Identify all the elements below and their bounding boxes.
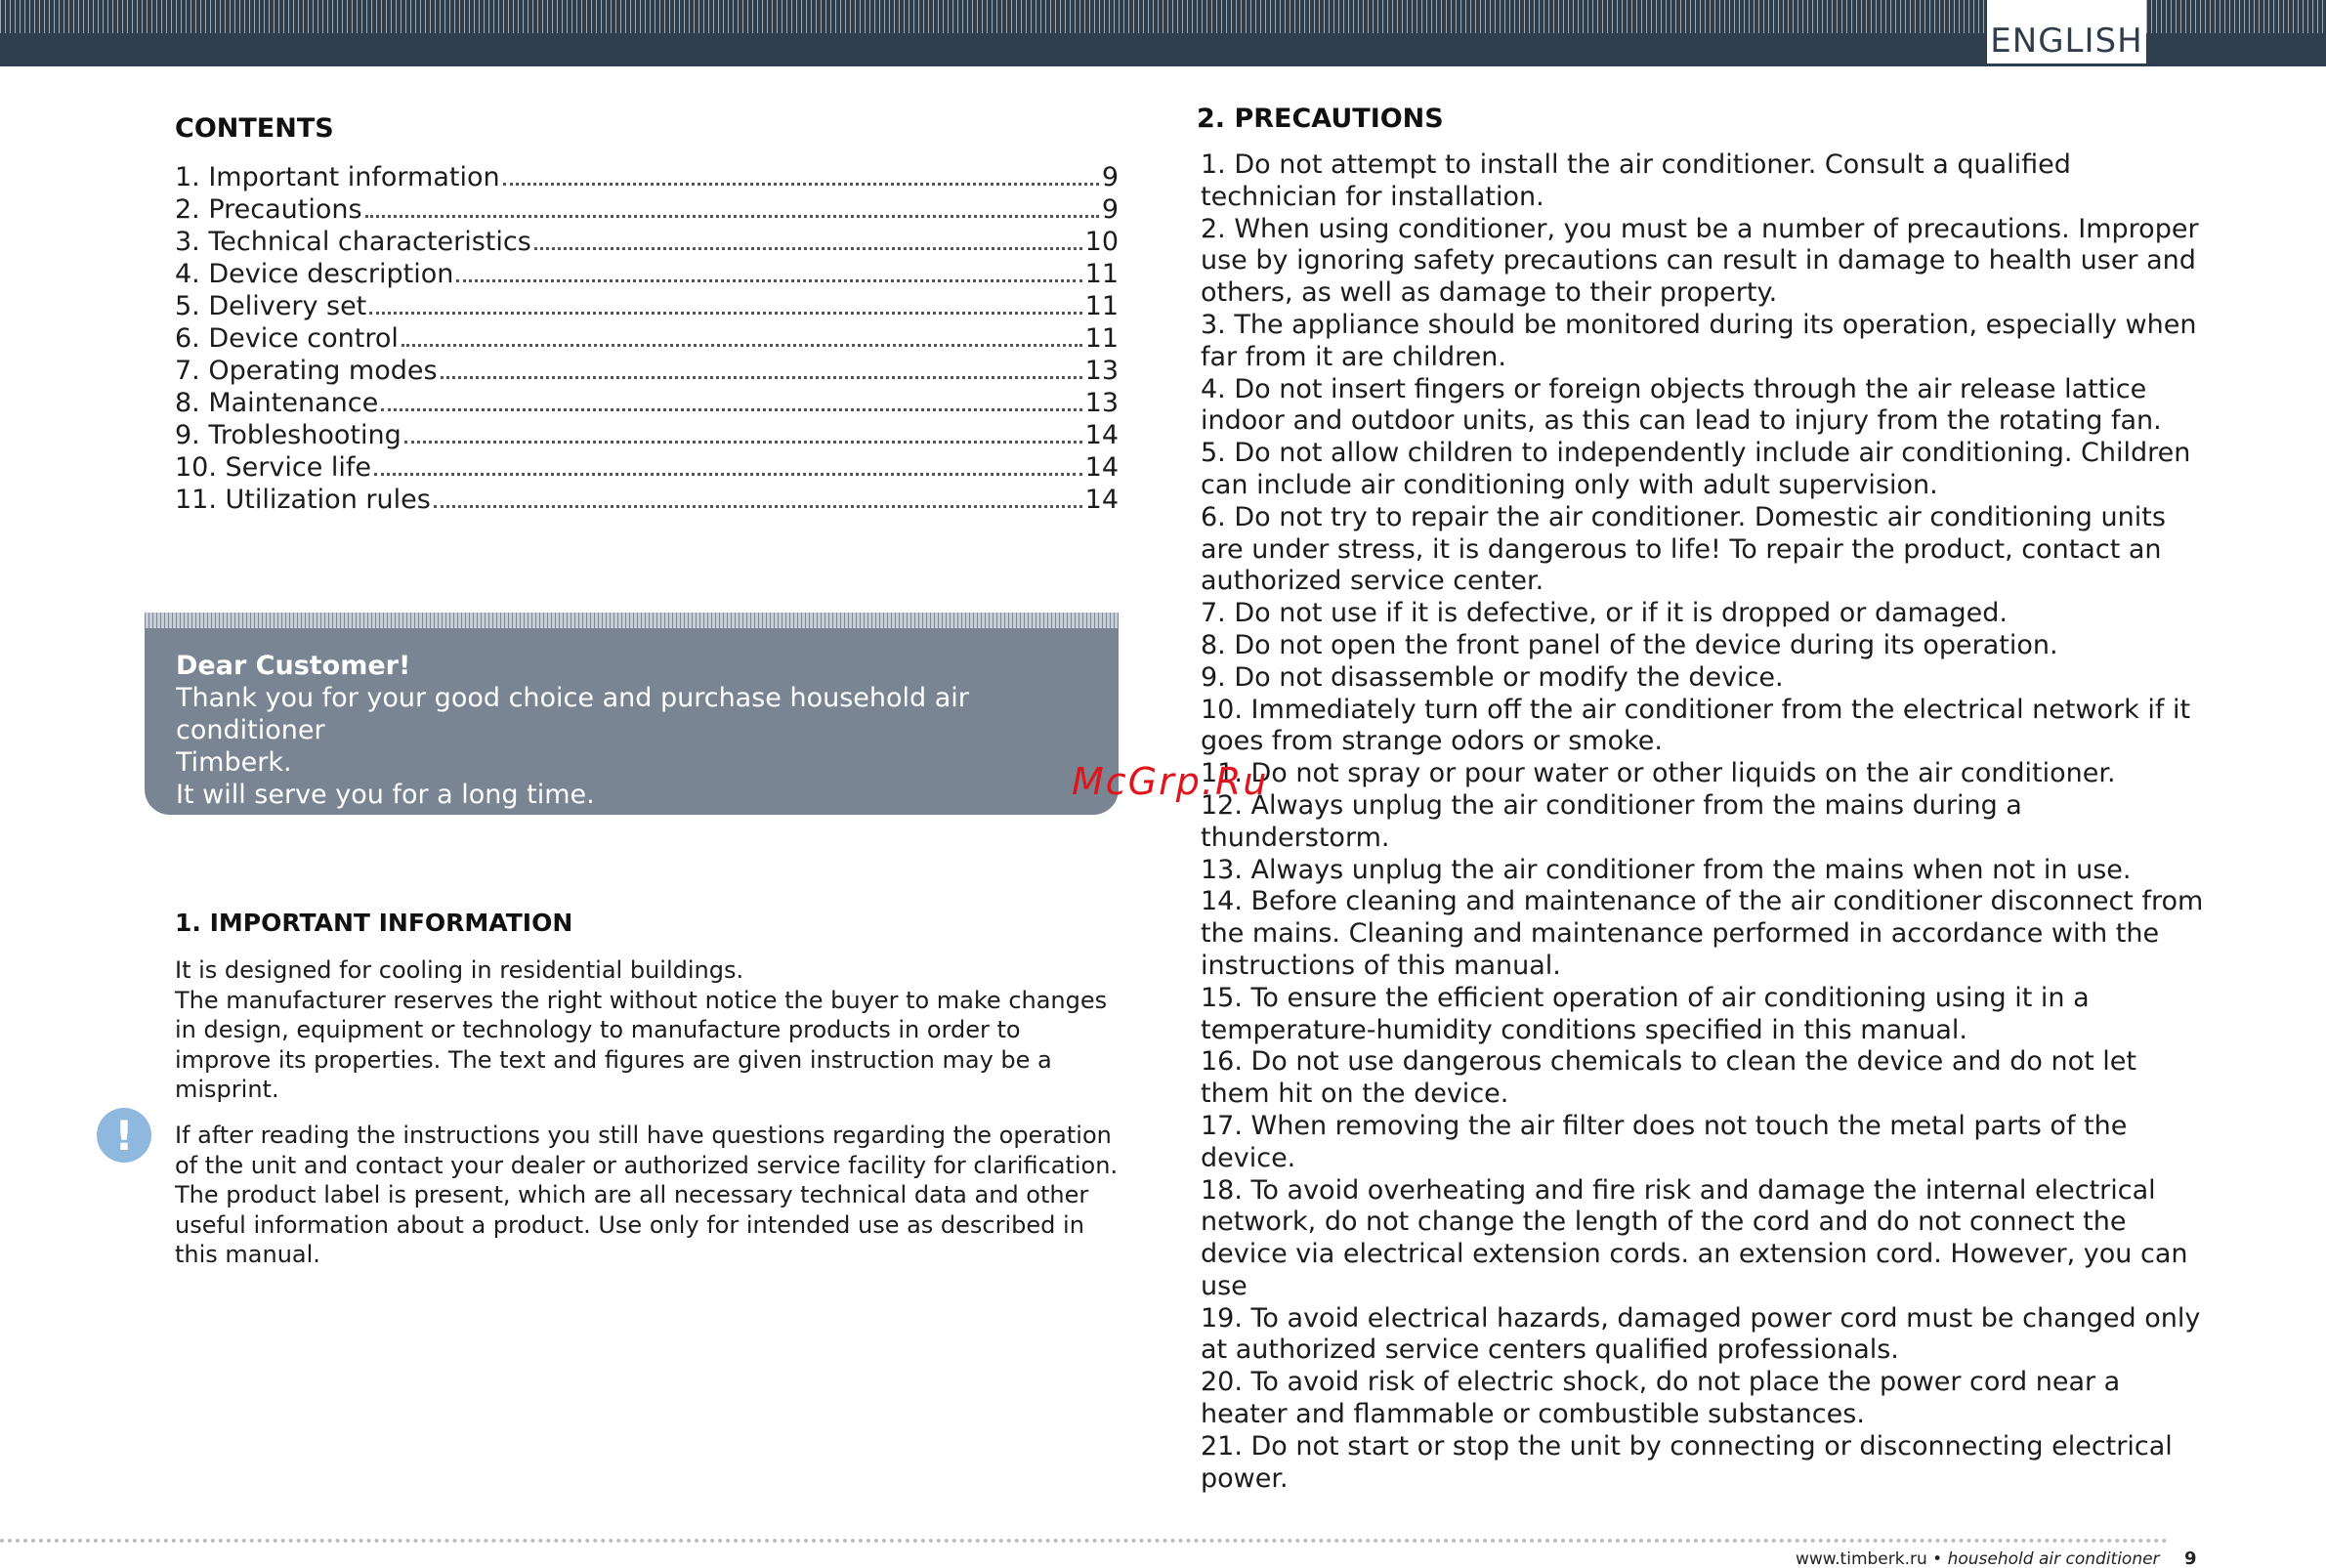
contents-item-page: 13 — [1084, 388, 1119, 418]
contents-item-page: 13 — [1084, 356, 1119, 386]
contents-item-page: 10 — [1084, 227, 1119, 257]
header-bar-right — [2146, 0, 2326, 66]
precaution-item: 3. The appliance should be monitored during its operation, especially when far from it are children. — [1201, 309, 2197, 372]
footer-divider — [0, 1539, 2169, 1543]
leader-dots — [503, 183, 1099, 186]
leader-dots — [402, 344, 1082, 347]
precautions-list — [1201, 149, 2207, 1495]
contents-item-label: 9. Trobleshooting — [175, 420, 402, 450]
important-paragraph-2: If after reading the instructions you still have questions regarding the operation of the unit and contact your dealer or authorized service facility for clarification. The product label is present, which are all necessary technical data and other useful information about a product. Use only for intended use as described in this manual. — [175, 1122, 1119, 1268]
contents-item-page: 14 — [1084, 485, 1119, 515]
important-title: 1. IMPORTANT INFORMATION — [175, 909, 573, 937]
precaution-item: 13. Always unplug the air conditioner from the mains when not in use. — [1201, 854, 2132, 885]
contents-item-page: 11 — [1084, 323, 1119, 354]
header-bar-left — [0, 0, 1987, 66]
important-paragraph-1 — [175, 955, 1119, 1105]
contents-item-label: 3. Technical characteristics — [175, 227, 531, 257]
precaution-item: 20. To avoid risk of electric shock, do not place the power cord near a heater and flammable or combustible substances. — [1201, 1367, 2121, 1430]
footer-caption: household air conditioner — [1947, 1549, 2160, 1568]
customer-line-1: Thank you for your good choice and purchase household air conditioner — [176, 683, 969, 745]
leader-dots — [434, 505, 1082, 508]
contents-item[interactable] — [175, 452, 1119, 485]
leader-dots — [365, 215, 1099, 218]
footer-text — [1796, 1549, 2160, 1568]
language-label: ENGLISH — [1987, 0, 2146, 66]
contents-item-label: 10. Service life — [175, 452, 372, 483]
precaution-item: 19. To avoid electrical hazards, damaged power cord must be changed only at authorized service centers qualified professionals. — [1201, 1302, 2201, 1366]
contents-item-page: 11 — [1084, 259, 1119, 289]
precautions-title: 2. PRECAUTIONS — [1197, 104, 1444, 134]
contents-item-label: 4. Device description — [175, 259, 454, 289]
contents-list — [175, 162, 1119, 517]
footer-separator: • — [1932, 1549, 1943, 1568]
contents-item-label: 2. Precautions — [175, 194, 362, 225]
contents-title: CONTENTS — [175, 113, 334, 144]
important-p1-line2: The manufacturer reserves the right without notice the buyer to make changes in design, equipment or technology to manufacture products in order to improve its properties. The text and figures are given instruction may be a misprint. — [175, 986, 1108, 1103]
precaution-item: 6. Do not try to repair the air conditioner. Domestic air conditioning units are under stress, it is dangerous to life! To repair the product, contact an authorized service center. — [1201, 501, 2166, 597]
contents-item-label: 7. Operating modes — [175, 356, 438, 386]
precaution-item: 21. Do not start or stop the unit by connecting or disconnecting electrical power. — [1201, 1430, 2173, 1494]
contents-item-label: 6. Device control — [175, 323, 399, 354]
precaution-item: 4. Do not insert fingers or foreign objects through the air release lattice indoor and outdoor units, as this can lead to injury from the rotating fan. — [1201, 373, 2162, 437]
contents-item[interactable] — [175, 291, 1119, 323]
leader-dots — [441, 376, 1082, 379]
precaution-item: 8. Do not open the front panel of the device during its operation. — [1201, 629, 2058, 660]
customer-line-3: It will serve you for a long time. — [176, 780, 595, 810]
page-number: 9 — [2184, 1548, 2197, 1568]
leader-dots — [381, 408, 1081, 411]
contents-item[interactable] — [175, 356, 1119, 388]
precaution-item: 17. When removing the air filter does not touch the metal parts of the device. — [1201, 1110, 2128, 1173]
precaution-item: 15. To ensure the efficient operation of air conditioning using it in a temperature-humidity conditions specified in this manual. — [1201, 982, 2090, 1045]
contents-item[interactable] — [175, 194, 1119, 227]
precaution-item: 18. To avoid overheating and fire risk and damage the internal electrical network, do not change the length of the cord and do not connect the device via electrical extension cords. an extension cord. However, you can use — [1201, 1174, 2188, 1301]
contents-item-label: 11. Utilization rules — [175, 485, 431, 515]
leader-dots — [456, 279, 1081, 282]
watermark: McGrp.Ru — [1072, 760, 1269, 803]
customer-greeting: Dear Customer! — [176, 651, 411, 681]
box-stripe — [145, 613, 1119, 628]
contents-item[interactable] — [175, 485, 1119, 517]
contents-item[interactable] — [175, 388, 1119, 420]
leader-dots — [369, 312, 1081, 315]
precaution-item: 7. Do not use if it is defective, or if it is dropped or damaged. — [1201, 598, 2008, 629]
contents-item-page: 14 — [1084, 452, 1119, 483]
footer-site-link[interactable]: www.timberk.ru — [1796, 1549, 1927, 1568]
customer-line-2: Timberk. — [176, 747, 292, 778]
precaution-item: 9. Do not disassemble or modify the device. — [1201, 661, 1784, 693]
precaution-item: 2. When using conditioner, you must be a number of precautions. Improper use by ignoring safety precautions can result in damage to health user and others, as well as damage to their property. — [1201, 213, 2199, 309]
precaution-item: 1. Do not attempt to install the air conditioner. Consult a qualified technician for installation. — [1201, 149, 2071, 212]
contents-item[interactable] — [175, 227, 1119, 259]
contents-item[interactable] — [175, 420, 1119, 452]
exclamation-icon: ! — [97, 1108, 151, 1163]
contents-item-label: 1. Important information — [175, 162, 500, 192]
contents-item-label: 8. Maintenance — [175, 388, 379, 418]
precaution-item: 12. Always unplug the air conditioner from the mains during a thunderstorm. — [1201, 789, 2022, 853]
leader-dots — [404, 441, 1082, 444]
contents-item-page: 14 — [1084, 420, 1119, 450]
precaution-item: 5. Do not allow children to independently include air conditioning. Children can include air conditioning only with adult supervision. — [1201, 438, 2191, 500]
contents-item-page: 11 — [1084, 291, 1119, 321]
precaution-item: 11. Do not spray or pour water or other liquids on the air conditioner. — [1201, 758, 2116, 789]
contents-item-label: 5. Delivery set — [175, 291, 367, 321]
dear-customer-box — [145, 613, 1119, 815]
important-p1-line1: It is designed for cooling in residential buildings. — [175, 956, 744, 984]
leader-dots — [374, 473, 1082, 476]
contents-item[interactable] — [175, 323, 1119, 356]
leader-dots — [534, 247, 1082, 250]
precaution-item: 14. Before cleaning and maintenance of the air conditioner disconnect from the mains. Cleaning and maintenance performed in accordance with the instructions of this manual. — [1201, 886, 2204, 981]
contents-item[interactable] — [175, 162, 1119, 194]
contents-item-page: 9 — [1101, 194, 1119, 225]
precaution-item: 10. Immediately turn off the air conditioner from the electrical network if it goes from strange odors or smoke. — [1201, 694, 2191, 757]
precaution-item: 16. Do not use dangerous chemicals to clean the device and do not let them hit on the device. — [1201, 1046, 2136, 1110]
contents-item[interactable] — [175, 259, 1119, 291]
contents-item-page: 9 — [1101, 162, 1119, 192]
